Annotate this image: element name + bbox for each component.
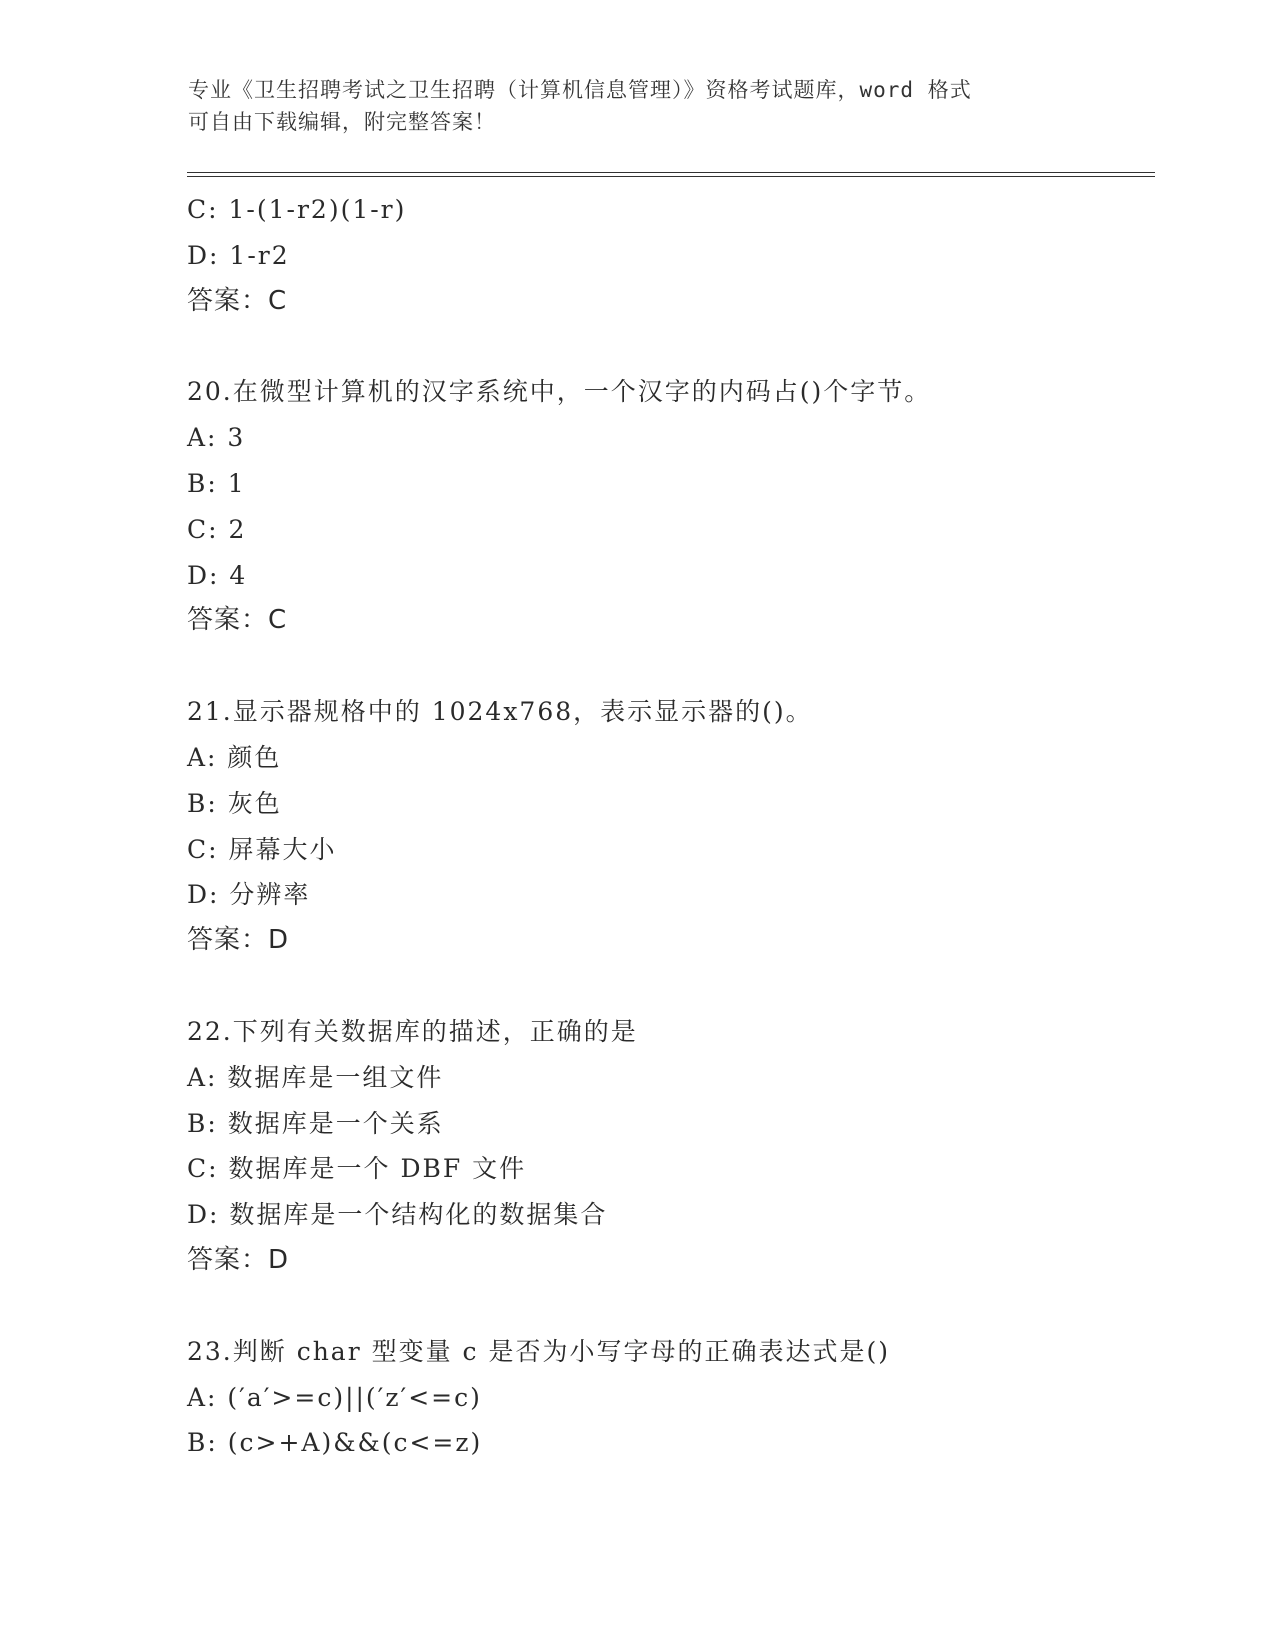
option-b: B: 灰色 — [187, 788, 282, 818]
option-b: B: 1 — [187, 468, 246, 498]
option-c: C: 数据库是一个 DBF 文件 — [187, 1154, 527, 1184]
partial-question-19 — [187, 187, 1147, 324]
option-d: D: 1-r2 — [187, 240, 290, 270]
option-d: D: 分辨率 — [187, 880, 311, 910]
option-a: A: 3 — [187, 423, 246, 453]
header-rule-top — [187, 172, 1155, 173]
answer: 答案：C — [187, 285, 288, 316]
option-c: C: 1-(1-r2)(1-r) — [187, 195, 407, 224]
option-c: C: 屏幕大小 — [187, 834, 337, 864]
answer: 答案：D — [187, 925, 290, 956]
question-20 — [187, 369, 1147, 644]
question-stem: 20.在微型计算机的汉字系统中，一个汉字的内码占()个字节。 — [187, 377, 932, 407]
option-a: A: 颜色 — [187, 742, 282, 772]
header-rule-bottom — [187, 176, 1155, 177]
question-stem: 22.下列有关数据库的描述，正确的是 — [187, 1016, 638, 1046]
question-23 — [187, 1329, 1147, 1466]
answer: 答案：D — [187, 1244, 290, 1275]
option-a: A: 数据库是一组文件 — [187, 1062, 444, 1092]
option-b: B: 数据库是一个关系 — [187, 1108, 444, 1138]
option-b: B: (c>+A)&&(c<=z) — [187, 1428, 483, 1458]
option-d: D: 数据库是一个结构化的数据集合 — [187, 1200, 608, 1230]
header-line-2: 可自由下载编辑，附完整答案！ — [188, 110, 496, 134]
question-21 — [187, 689, 1147, 964]
option-a: A: (′a′>=c)||(′z′<=c) — [187, 1382, 482, 1412]
question-stem: 23.判断 char 型变量 c 是否为小写字母的正确表达式是() — [187, 1336, 891, 1366]
option-d: D: 4 — [187, 560, 248, 590]
question-stem: 21.显示器规格中的 1024x768，表示显示器的()。 — [187, 697, 813, 727]
question-list — [187, 187, 1147, 1466]
answer: 答案：C — [187, 605, 288, 636]
header-line-1: 专业《卫生招聘考试之卫生招聘（计算机信息管理）》资格考试题库，word 格式 — [188, 78, 972, 102]
document-header — [188, 74, 1068, 138]
option-c: C: 2 — [187, 514, 247, 544]
question-22 — [187, 1009, 1147, 1284]
